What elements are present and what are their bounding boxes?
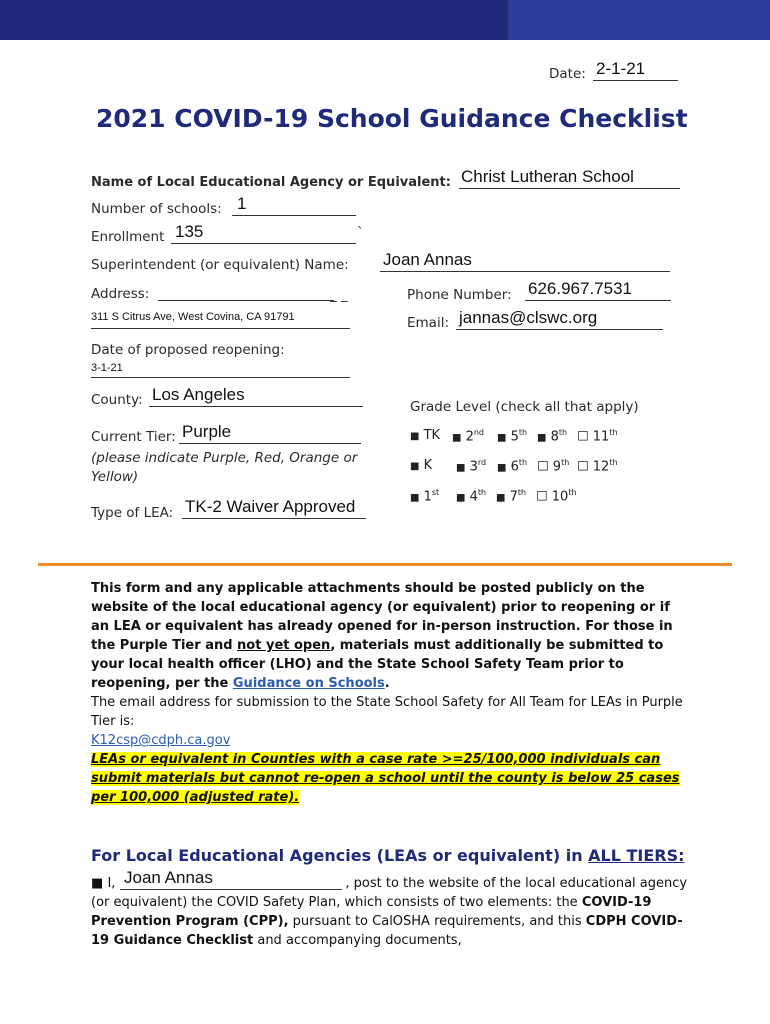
grade-label: 11 — [588, 429, 610, 445]
tier-label: Current Tier: — [91, 429, 176, 445]
lea-type-line — [182, 518, 366, 519]
superintendent-label: Superintendent (or equivalent) Name: — [91, 257, 349, 273]
grade-suffix: th — [609, 428, 618, 437]
grade-suffix: th — [518, 458, 528, 467]
enrollment-mark: ` — [357, 225, 364, 241]
county-label: County: — [91, 392, 143, 408]
notice-not-yet-open: not yet open — [237, 638, 331, 653]
grade-label: 6 — [506, 459, 519, 475]
top-banner — [0, 0, 770, 40]
email-line — [456, 329, 663, 330]
lea-type-label: Type of LEA: — [91, 505, 174, 521]
unchecked-box-icon: ☐ — [537, 459, 549, 475]
all-tiers-heading-emphasis: ALL TIERS: — [588, 846, 685, 865]
top-banner-accent — [508, 0, 770, 40]
schools-line — [232, 215, 356, 216]
grade-suffix: th — [518, 428, 528, 437]
tier-value[interactable]: Purple — [182, 422, 232, 441]
notice-paragraph — [91, 579, 691, 807]
phone-value[interactable]: 626.967.7531 — [528, 279, 632, 298]
checked-box-icon: ■ — [410, 461, 420, 472]
grade-label: 12 — [588, 459, 610, 475]
checked-box-icon: ■ — [410, 492, 420, 504]
county-value[interactable]: Los Angeles — [152, 385, 245, 404]
attestation-paragraph — [91, 874, 691, 950]
attestation-name-value[interactable]: Joan Annas — [124, 868, 213, 887]
address-label: Address: — [91, 286, 150, 302]
submission-email-link[interactable]: K12csp@cdph.ca.gov — [91, 733, 231, 748]
checked-box-icon: ■ — [410, 431, 420, 442]
grade-suffix: th — [558, 428, 568, 437]
schools-value[interactable]: 1 — [237, 194, 247, 213]
grade-checkbox-K[interactable] — [410, 458, 432, 473]
all-tiers-heading-text: For Local Educational Agencies (LEAs or equivalent) in — [91, 846, 589, 865]
email-label: Email: — [407, 315, 450, 331]
county-line — [149, 406, 363, 407]
lea-name-line — [459, 188, 680, 189]
date-value[interactable]: 2-1-21 — [596, 59, 646, 78]
grade-checkbox-TK[interactable] — [410, 428, 440, 443]
grade-checkbox-8th[interactable] — [537, 428, 567, 444]
reopening-line — [91, 377, 350, 378]
grade-checkbox-10th[interactable] — [536, 488, 577, 504]
grade-checkbox-6th[interactable] — [497, 458, 527, 474]
lea-name-value[interactable]: Christ Lutheran School — [461, 167, 634, 186]
email-value[interactable]: jannas@clswc.org — [459, 308, 598, 327]
enrollment-label: Enrollment — [91, 229, 165, 245]
date-line — [593, 80, 678, 81]
grade-level-label: Grade Level (check all that apply) — [410, 399, 639, 415]
attestation-cpp: COVID-19 Prevention Program (CPP), — [91, 895, 652, 929]
grade-checkbox-9th[interactable] — [537, 458, 569, 474]
grade-label: 4 — [465, 489, 478, 505]
reopening-value[interactable]: 3-1-21 — [91, 362, 123, 374]
address-mark: _ _ — [330, 287, 348, 303]
grade-suffix: th — [477, 488, 487, 497]
attestation-checklist: CDPH COVID-19 Guidance Checklist — [91, 914, 683, 948]
address-line-2 — [91, 328, 350, 329]
checked-box-icon: ■ — [537, 432, 547, 444]
grade-checkbox-1st[interactable] — [410, 488, 439, 504]
checked-box-icon: ■ — [452, 432, 462, 444]
grade-checkbox-11th[interactable] — [577, 428, 618, 444]
grade-suffix: th — [609, 458, 618, 467]
case-rate-warning: LEAs or equivalent in Counties with a case rate >=25/100,000 individuals can submit materials but cannot re-open a school until the county is below 25 cases per 100,000 (adjusted rate). — [91, 752, 680, 805]
phone-line — [525, 300, 671, 301]
grade-suffix: th — [568, 488, 577, 497]
grade-label: 7 — [505, 489, 518, 505]
unchecked-box-icon: ☐ — [577, 459, 589, 475]
checked-box-icon: ■ — [456, 492, 466, 504]
notice-bold-2: , materials must additionally be submitted to your local health officer (LHO) and the State School Safety Team prior to reopening, per the — [91, 638, 664, 691]
grade-checkbox-2nd[interactable] — [452, 428, 484, 444]
grade-label: K — [419, 458, 433, 473]
lea-name-label: Name of Local Educational Agency or Equivalent: — [91, 175, 451, 190]
page-title: 2021 COVID-19 School Guidance Checklist — [96, 104, 688, 133]
all-tiers-heading — [91, 846, 685, 865]
enrollment-line — [171, 243, 356, 244]
tier-hint: (please indicate Purple, Red, Orange or Yellow) — [91, 450, 358, 485]
checked-box-icon: ■ — [497, 462, 507, 474]
grade-label: 5 — [506, 429, 519, 445]
grade-label: TK — [419, 428, 441, 443]
checked-box-icon: ■ — [456, 462, 466, 474]
grade-label: 2 — [461, 429, 474, 445]
reopening-label: Date of proposed reopening: — [91, 342, 285, 358]
attestation-text-1: , post to the website of the local educational agency (or equivalent) the COVID Safety Plan, which consists of two elements: the — [91, 876, 688, 910]
attestation-text-2: pursuant to CalOSHA requirements, and this — [288, 914, 586, 929]
tier-line — [179, 443, 361, 444]
grade-label: 9 — [548, 459, 562, 475]
attestation-text-3: and accompanying documents, — [253, 933, 462, 948]
lea-type-value[interactable]: TK-2 Waiver Approved — [185, 497, 356, 516]
attestation-checkbox[interactable]: ■ — [91, 876, 104, 891]
grade-suffix: rd — [477, 458, 487, 467]
guidance-link[interactable]: Guidance on Schools — [232, 676, 385, 691]
grade-suffix: st — [431, 488, 440, 497]
section-divider — [38, 563, 732, 566]
address-value[interactable]: 311 S Citrus Ave, West Covina, CA 91791 — [91, 311, 295, 323]
superintendent-line — [380, 271, 670, 272]
attestation-i: I, — [107, 876, 116, 891]
notice-bold-1: This form and any applicable attachments should be posted publicly on the website of the local educational agency (or equivalent) prior to reopening or if an LEA or equivalent has already opened for in-person instruction. For those in the Purple Tier and — [91, 581, 673, 653]
grade-checkbox-12th[interactable] — [577, 458, 618, 474]
unchecked-box-icon: ☐ — [577, 429, 589, 445]
grade-checkbox-3rd[interactable] — [456, 458, 486, 474]
grade-checkbox-7th[interactable] — [496, 488, 526, 504]
grade-checkbox-4th[interactable] — [456, 488, 486, 504]
address-line-1 — [158, 300, 334, 301]
grade-label: 1 — [419, 489, 432, 505]
grade-label: 3 — [465, 459, 478, 475]
phone-label: Phone Number: — [407, 287, 512, 303]
enrollment-value[interactable]: 135 — [175, 222, 204, 241]
grade-suffix: nd — [473, 428, 485, 437]
grade-suffix: th — [517, 488, 527, 497]
superintendent-value[interactable]: Joan Annas — [383, 250, 472, 269]
notice-bold-3: . — [384, 676, 390, 691]
grade-suffix: th — [561, 458, 570, 467]
schools-label: Number of schools: — [91, 201, 222, 217]
grade-label: 10 — [547, 489, 569, 505]
grade-checkbox-5th[interactable] — [497, 428, 527, 444]
checked-box-icon: ■ — [496, 492, 506, 504]
checked-box-icon: ■ — [497, 432, 507, 444]
notice-plain: The email address for submission to the State School Safety for All Team for LEAs in Purple Tier is: — [91, 695, 683, 729]
date-label: Date: — [549, 66, 586, 82]
unchecked-box-icon: ☐ — [536, 489, 548, 505]
grade-label: 8 — [546, 429, 559, 445]
